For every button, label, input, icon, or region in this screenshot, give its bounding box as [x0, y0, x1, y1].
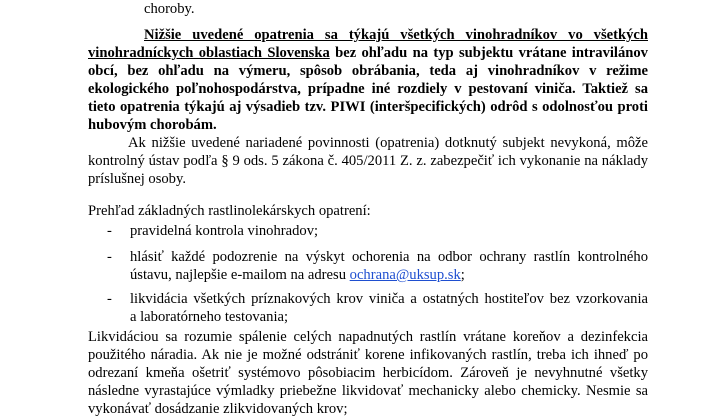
control-line-1: Ak nižšie uvedené nariadené povinnosti (opatrenia) dotknutý subjekt nevykoná, môže [128, 135, 648, 151]
list-item: hlásiť každé podozrenie na výskyt ochorenia na odbor ochrany rastlín kontrolného [130, 249, 648, 265]
bold-underlined-text-2: vinohradníckych oblastiach Slovenska [88, 45, 330, 61]
list-item-continuation [130, 266, 648, 284]
list-item-text: ; [460, 267, 465, 283]
bold-line-4: ekologického poľnohospodárstva, prípadne iné rozdiely v pestovaní viniča. Taktiež sa [88, 81, 648, 97]
intro-text: choroby. [144, 1, 195, 17]
bullet-marker: - [107, 223, 112, 239]
control-line-2: kontrolný ústav podľa § 9 ods. 5 zákona č. 405/2011 Z. z. zabezpečiť ich vykonanie na náklady [88, 153, 648, 169]
liquidation-line-3: odrezaní kmeňa ošetriť systémovo pôsobiacim herbicídom. Zároveň je nevyhnutné všetky [88, 365, 648, 381]
bold-line-1 [88, 26, 648, 44]
bold-line-5: tieto opatrenia týkajú aj výsadieb tzv. PIWI (interšpecifických) odrôd s odolnosťou proti [88, 99, 648, 115]
list-item: likvidácia všetkých príznakových krov viniča a ostatných hostiteľov bez vzorkovania [130, 291, 648, 307]
intro-paragraph-end [88, 0, 648, 18]
liquidation-line-4: následne vyrastajúce výmladky priebežne likvidovať mechanicky alebo chemicky. Nesmie sa [88, 383, 648, 399]
list-item: pravidelná kontrola vinohradov; [130, 223, 319, 239]
liquidation-line-1: Likvidáciou sa rozumie spálenie celých napadnutých rastlín vrátane koreňov a dezinfekcia [88, 329, 648, 345]
liquidation-line-2: použitého náradia. Ak nie je možné odstrániť korene infikovaných rastlín, treba ich ihneď po [88, 347, 648, 363]
control-line-3: príslušnej osoby. [88, 171, 186, 187]
bold-text-2-rest: bez ohľadu na typ subjektu vrátane intravilánov [329, 45, 648, 61]
bold-line-3: obcí, bez ohľadu na výmeru, spôsob obrábania, teda aj vinohradníkov v režime [88, 63, 648, 79]
bullet-marker: - [107, 291, 112, 307]
bold-line-2 [88, 44, 648, 62]
list-item-text: ústavu, najlepšie e-mailom na adresu [130, 267, 350, 283]
bold-line-6: hubovým chorobám. [88, 117, 217, 133]
bullet-marker: - [107, 249, 112, 265]
list-item-continuation: a laboratórneho testovania; [130, 309, 289, 325]
email-link[interactable]: ochrana@uksup.sk [349, 267, 461, 283]
liquidation-line-5: vykonávať dosádzanie zlikvidovaných krov; [88, 401, 348, 417]
bold-underlined-text-1: Nižšie uvedené opatrenia sa týkajú všetkých vinohradníkov vo všetkých [144, 27, 648, 43]
measures-heading: Prehľad základných rastlinolekárskych opatrení: [88, 203, 371, 219]
